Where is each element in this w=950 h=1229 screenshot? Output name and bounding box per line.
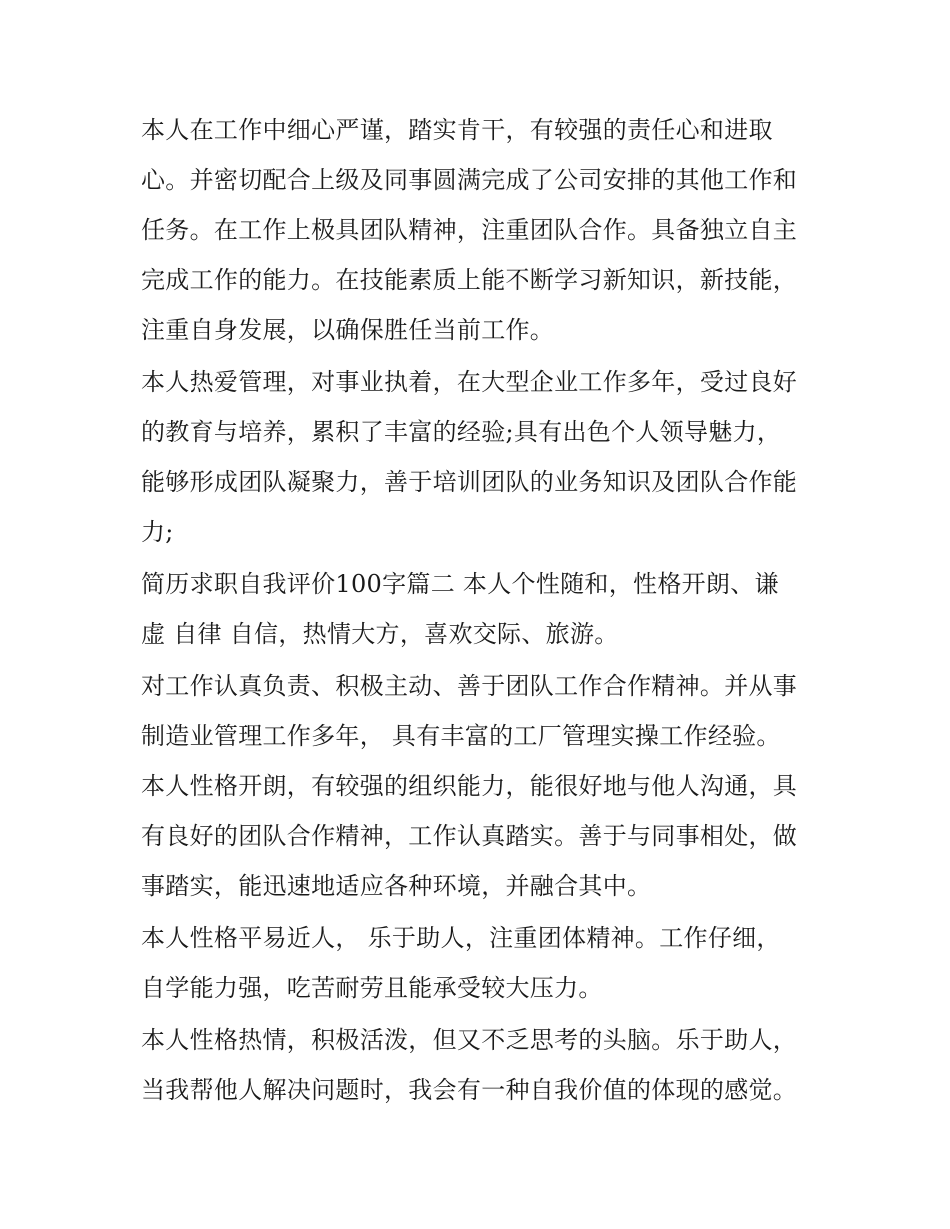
text-line: 完成工作的能力。在技能素质上能不断学习新知识，新技能， <box>141 266 798 294</box>
text-line: 事踏实，能迅速地适应各种环境，并融合其中。 <box>141 872 652 900</box>
text-line: 本人性格开朗，有较强的组织能力，能很好地与他人沟通，具 <box>141 772 798 800</box>
text-line: 本人热爱管理，对事业执着，在大型企业工作多年，受过良好 <box>141 368 798 396</box>
text-line: 心。并密切配合上级及同事圆满完成了公司安排的其他工作和 <box>141 166 798 194</box>
text-line: 制造业管理工作多年， 具有丰富的工厂管理实操工作经验。 <box>141 722 781 750</box>
text-line: 注重自身发展，以确保胜任当前工作。 <box>141 316 555 344</box>
text-line: 本人性格平易近人， 乐于助人，注重团体精神。工作仔细， <box>141 924 781 952</box>
text-line: 任务。在工作上极具团队精神，注重团队合作。具备独立自主 <box>141 216 798 244</box>
text-line: 简历求职自我评价100字篇二 本人个性随和，性格开朗、谦 <box>141 570 779 598</box>
text-line: 能够形成团队凝聚力，善于培训团队的业务知识及团队合作能 <box>141 468 798 496</box>
text-line: 当我帮他人解决问题时，我会有一种自我价值的体现的感觉。 <box>141 1076 798 1104</box>
text-line: 的教育与培养，累积了丰富的经验;具有出色个人领导魅力， <box>141 418 782 446</box>
text-line: 本人在工作中细心严谨，踏实肯干，有较强的责任心和进取 <box>141 116 773 144</box>
text-line: 力; <box>141 518 174 546</box>
text-line: 对工作认真负责、积极主动、善于团队工作合作精神。并从事 <box>141 672 798 700</box>
text-line: 自学能力强，吃苦耐劳且能承受较大压力。 <box>141 974 603 1002</box>
text-line: 本人性格热情，积极活泼，但又不乏思考的头脑。乐于助人， <box>141 1026 798 1054</box>
text-line: 虚 自律 自信，热情大方，喜欢交际、旅游。 <box>141 620 619 648</box>
text-line: 有良好的团队合作精神，工作认真踏实。善于与同事相处，做 <box>141 822 798 850</box>
